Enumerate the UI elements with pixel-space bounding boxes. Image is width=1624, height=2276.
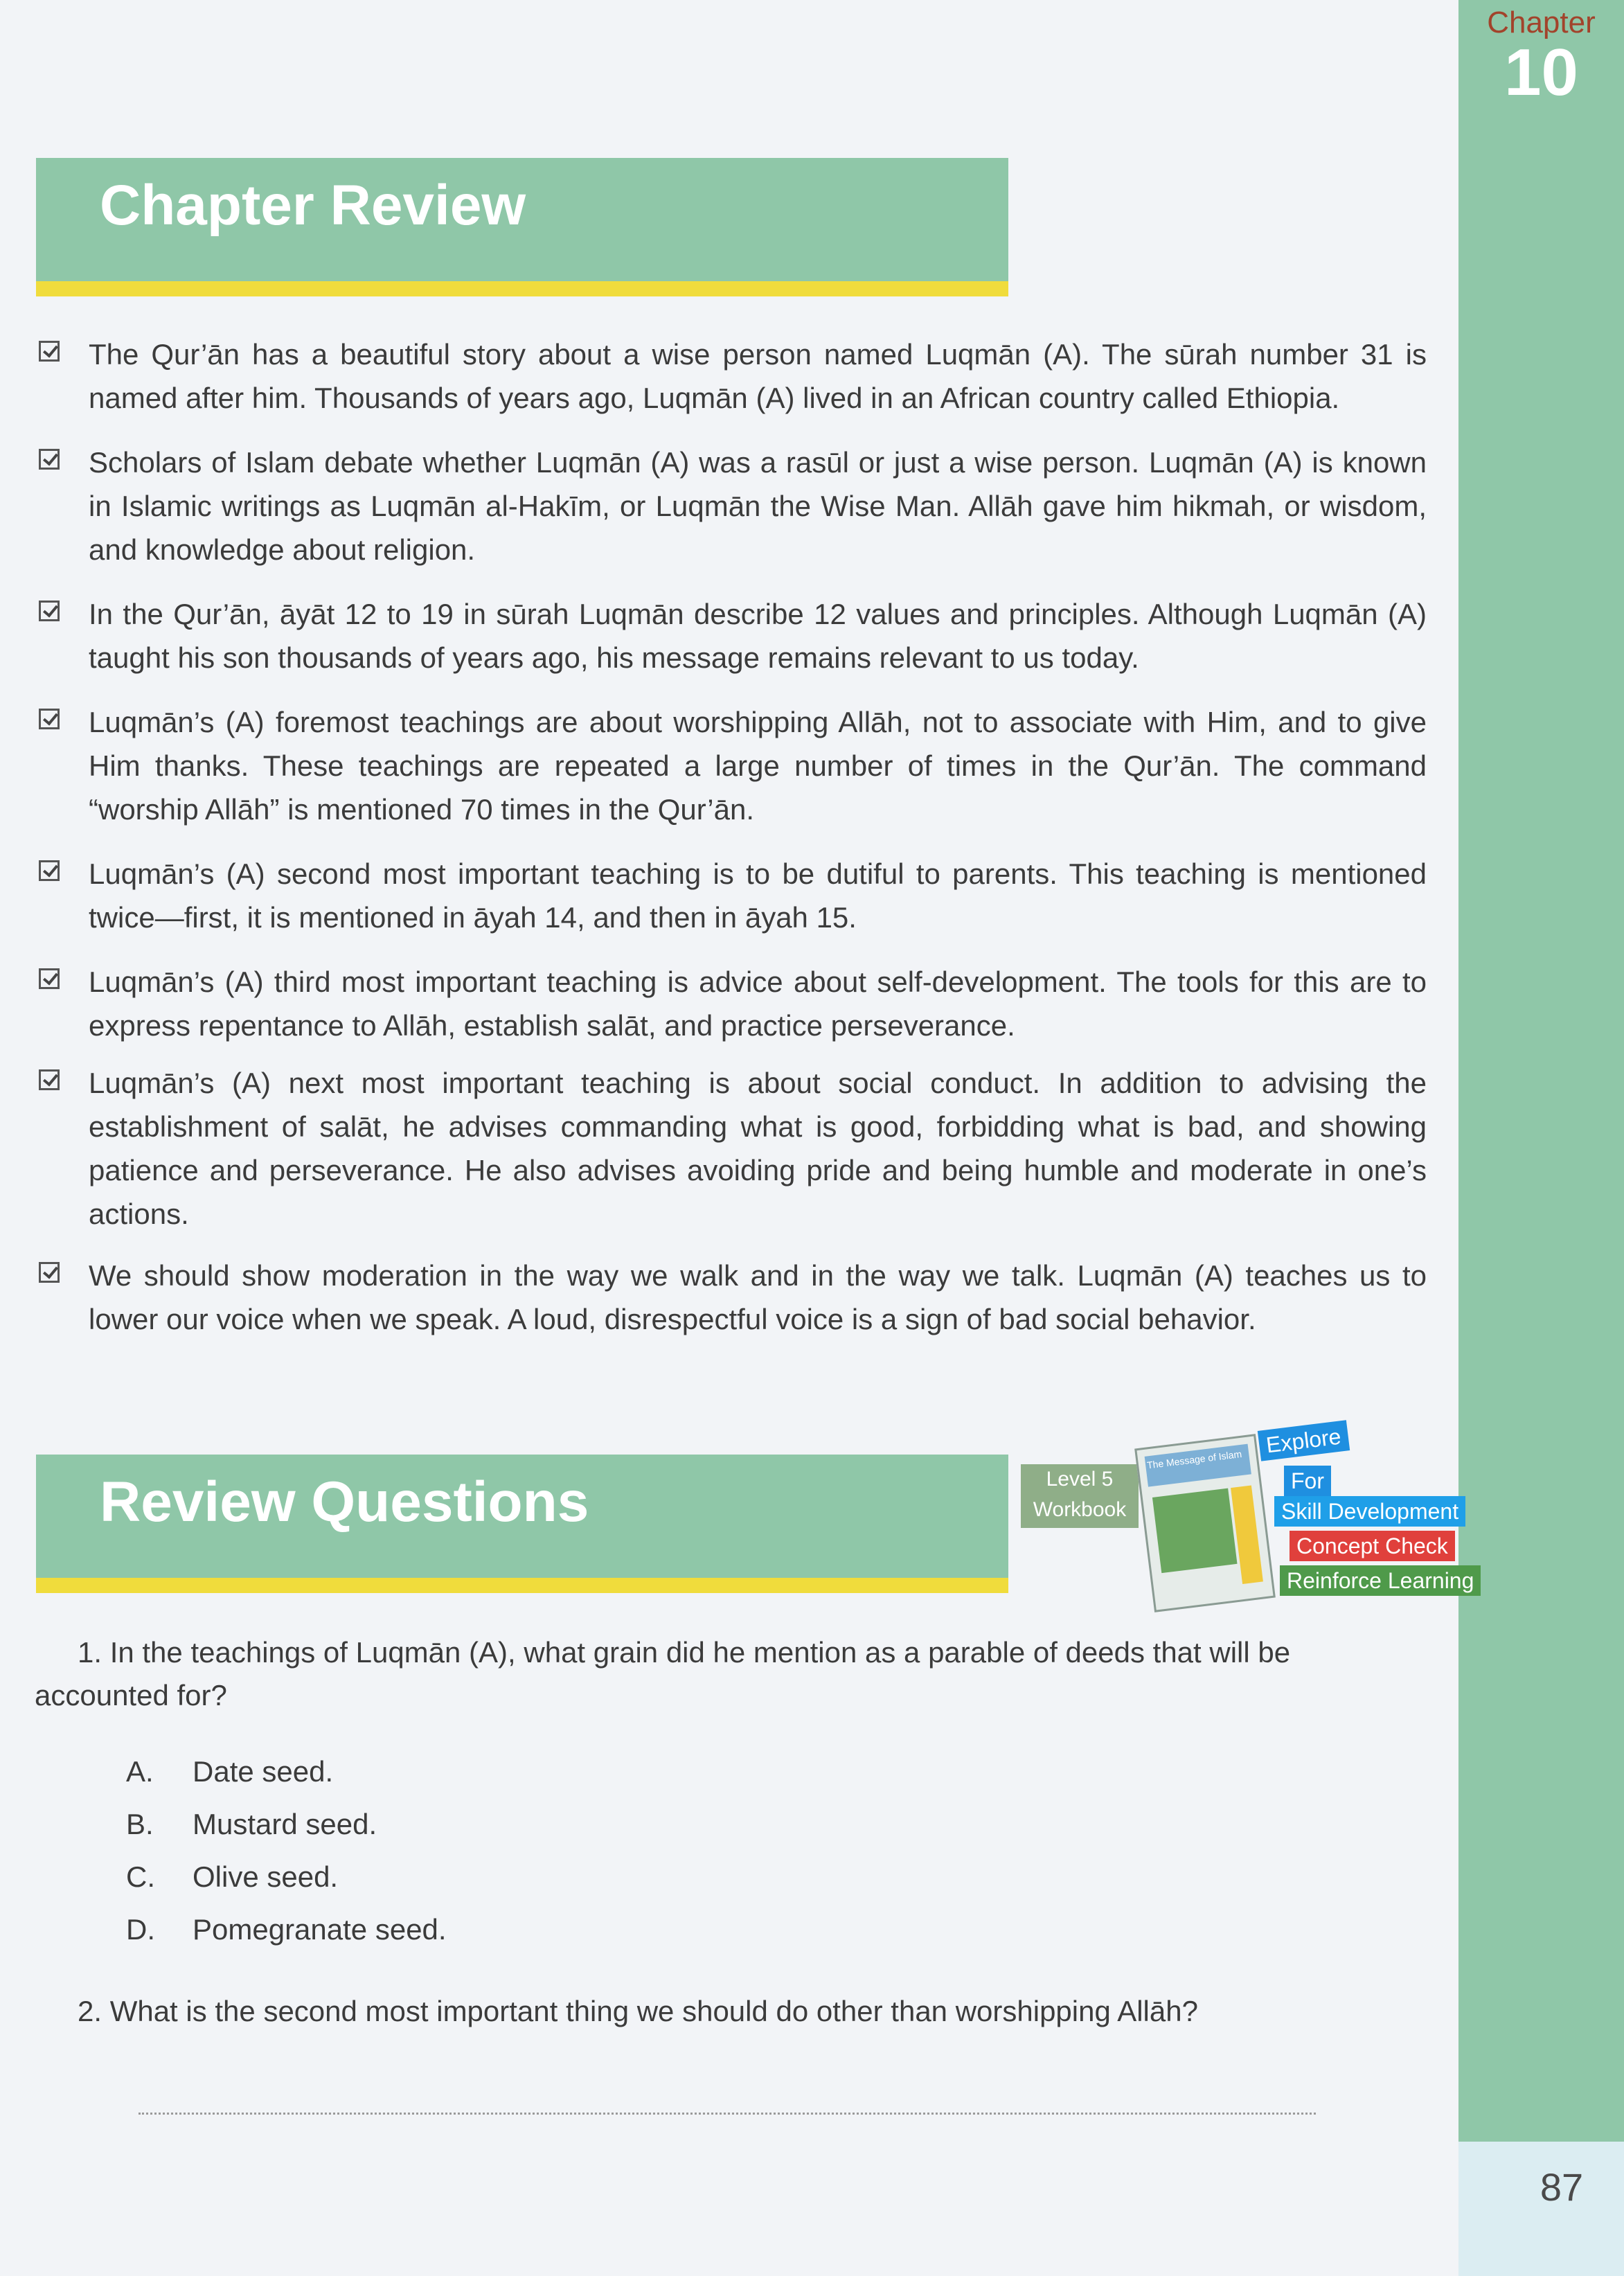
checkbox-icon [39, 341, 60, 362]
chapter-review-list [35, 332, 1427, 1341]
checkbox-icon [39, 709, 60, 729]
workbook-cover-image [1134, 1434, 1276, 1612]
skill-development-tag: Skill Development [1274, 1496, 1465, 1527]
chapter-review-banner [36, 158, 1008, 296]
reinforce-learning-tag: Reinforce Learning [1280, 1565, 1481, 1596]
checkbox-icon [39, 1262, 60, 1283]
cover-side-band [1231, 1485, 1263, 1584]
chapter-review-title: Chapter Review [100, 174, 526, 237]
workbook-level-badge: Level 5 Workbook [1021, 1464, 1139, 1528]
review-questions-title: Review Questions [100, 1470, 589, 1533]
answer-line[interactable] [139, 2113, 1316, 2115]
checkbox-icon [39, 449, 60, 470]
chapter-sidebar [1458, 0, 1624, 2142]
question-1-options [126, 1750, 1427, 1961]
answer-option[interactable]: A. Date seed. [126, 1755, 334, 1788]
checkbox-icon [39, 1069, 60, 1090]
question-1: 1. In the teachings of Luqmān (A), what grain did he mention as a parable of deeds that will be accounted for? [35, 1636, 1291, 1712]
chapter-label: Chapter [1487, 6, 1596, 39]
checkbox-icon [39, 601, 60, 621]
checkbox-icon [39, 860, 60, 881]
checkbox-icon [39, 968, 60, 989]
for-tag: For [1284, 1466, 1331, 1496]
concept-check-tag: Concept Check [1290, 1531, 1455, 1561]
review-item: Luqmān’s (A) next most important teaching is about social conduct. In addition to advising the establishment of salāt, he advises commanding what is good, forbidding what is bad, and showing patience and perseverance. He also advises avoiding pride and being humble and moderate in one’s actions. [35, 1061, 1427, 1236]
review-item: We should show moderation in the way we walk and in the way we talk. Luqmān (A) teaches us to lower our voice when we speak. A loud, disrespectful voice is a sign of bad social behavior. [35, 1254, 1427, 1341]
answer-option[interactable]: D. Pomegranate seed. [126, 1913, 447, 1946]
review-item: Luqmān’s (A) second most important teaching is to be dutiful to parents. This teaching is mentioned twice—first, it is mentioned in āyah 14, and then in āyah 15. [35, 852, 1427, 939]
review-questions-banner [36, 1455, 1008, 1593]
review-item: Luqmān’s (A) foremost teachings are about worshipping Allāh, not to associate with Him, and to give Him thanks. These teachings are repeated a large number of times in the Qur’ān. The command “worship Allāh” is mentioned 70 times in the Qur’ān. [35, 700, 1427, 831]
review-item: Scholars of Islam debate whether Luqmān (A) was a rasūl or just a wise person. Luqmān (A) is known in Islamic writings as Luqmān al-Hakīm, or Luqmān the Wise Man. Allāh gave him hikmah, or wisdom, and knowledge about religion. [35, 441, 1427, 571]
page-number: 87 [1540, 2165, 1584, 2209]
question-2: 2. What is the second most important thing we should do other than worshipping Allāh? [78, 1995, 1198, 2027]
answer-option[interactable]: C. Olive seed. [126, 1860, 339, 1893]
explore-tag: Explore [1258, 1420, 1350, 1461]
review-item: The Qur’ān has a beautiful story about a wise person named Luqmān (A). The sūrah number 31 is named after him. Thousands of years ago, Luqmān (A) lived in an African country called Ethiopia. [35, 332, 1427, 420]
cover-title-text: The Message of Islam [1146, 1448, 1242, 1471]
chapter-number: 10 [1504, 35, 1578, 109]
review-questions [35, 1631, 1427, 2033]
review-item: In the Qur’ān, āyāt 12 to 19 in sūrah Luqmān describe 12 values and principles. Although Luqmān (A) taught his son thousands of years ago, his message remains relevant to us today. [35, 592, 1427, 679]
cover-picture [1152, 1488, 1238, 1574]
review-item: Luqmān’s (A) third most important teaching is advice about self-development. The tools for this are to express repentance to Allāh, establish salāt, and practice perseverance. [35, 960, 1427, 1047]
answer-option[interactable]: B. Mustard seed. [126, 1808, 377, 1840]
workbook-promo [1021, 1425, 1492, 1619]
